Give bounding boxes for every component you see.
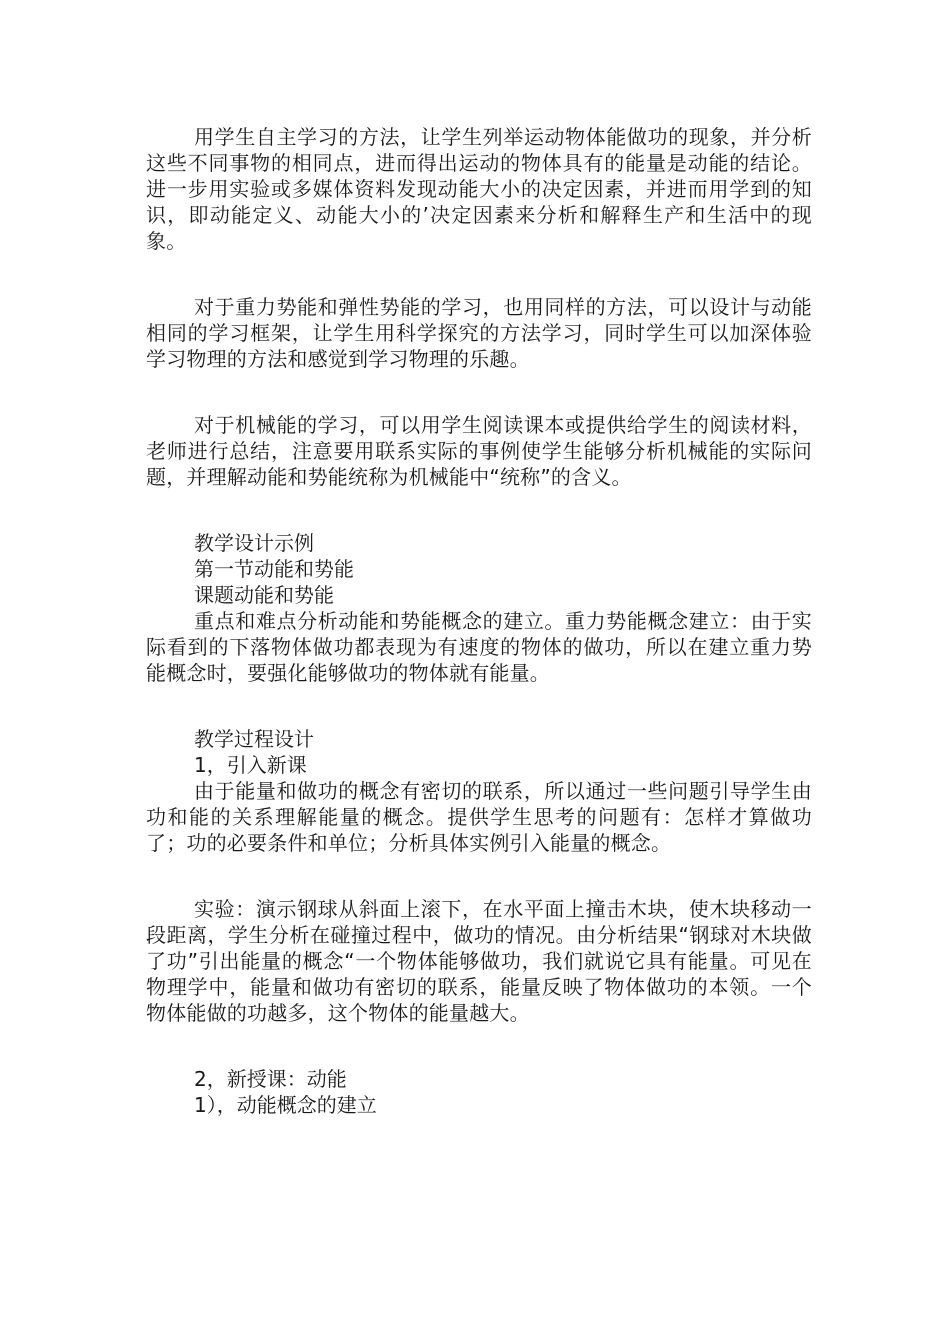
paragraph-key-points: 重点和难点分析动能和势能概念的建立。重力势能概念建立：由于实际看到的下落物体做功都表现为有速度的物体的做功，所以在建立重力势能概念时，要强化能够做功的物体就有能量。 bbox=[146, 609, 812, 685]
heading-kinetic-concept: 1），动能概念的建立 bbox=[194, 1093, 377, 1117]
heading-new-lesson-kinetic: 2，新授课：动能 bbox=[194, 1067, 347, 1091]
document-body bbox=[146, 124, 812, 1118]
paragraph-potential-energy-method: 对于重力势能和弹性势能的学习，也用同样的方法，可以设计与动能相同的学习框架，让学生用科学探究的方法学习，同时学生可以加深体验学习物理的方法和感觉到学习物理的乐趣。 bbox=[146, 295, 812, 371]
paragraph-kinetic-energy-method: 用学生自主学习的方法，让学生列举运动物体能做功的现象，并分析这些不同事物的相同点，进而得出运动的物体具有的能量是动能的结论。进一步用实验或多媒体资料发现动能大小的决定因素，并进而用学到的知识，即动能定义、动能大小的’决定因素来分析和解释生产和生活中的现象。 bbox=[146, 125, 812, 253]
heading-teaching-process: 教学过程设计 bbox=[194, 727, 314, 751]
heading-introduce-lesson: 1，引入新课 bbox=[194, 753, 307, 777]
heading-topic: 课题动能和势能 bbox=[194, 583, 334, 607]
paragraph-mechanical-energy: 对于机械能的学习，可以用学生阅读课本或提供给学生的阅读材料，老师进行总结，注意要用联系实际的事例使学生能够分析机械能的实际问题，并理解动能和势能统称为机械能中“统称”的含义。 bbox=[146, 413, 812, 489]
heading-teaching-design-example: 教学设计示例 bbox=[194, 531, 314, 555]
heading-section-one: 第一节动能和势能 bbox=[194, 557, 354, 581]
paragraph-energy-and-work: 由于能量和做功的概念有密切的联系，所以通过一些问题引导学生由功和能的关系理解能量的概念。提供学生思考的问题有：怎样才算做功了；功的必要条件和单位；分析具体实例引入能量的概念。 bbox=[146, 779, 812, 855]
paragraph-experiment: 实验：演示钢球从斜面上滚下，在水平面上撞击木块，使木块移动一段距离，学生分析在碰撞过程中，做功的情况。由分析结果“钢球对木块做了功”引出能量的概念“一个物体能够做功，我们就说它具有能量。可见在物理学中，能量和做功有密切的联系，能量反映了物体做功的本领。一个物体能做的功越多，这个物体的能量越大。 bbox=[146, 897, 812, 1025]
